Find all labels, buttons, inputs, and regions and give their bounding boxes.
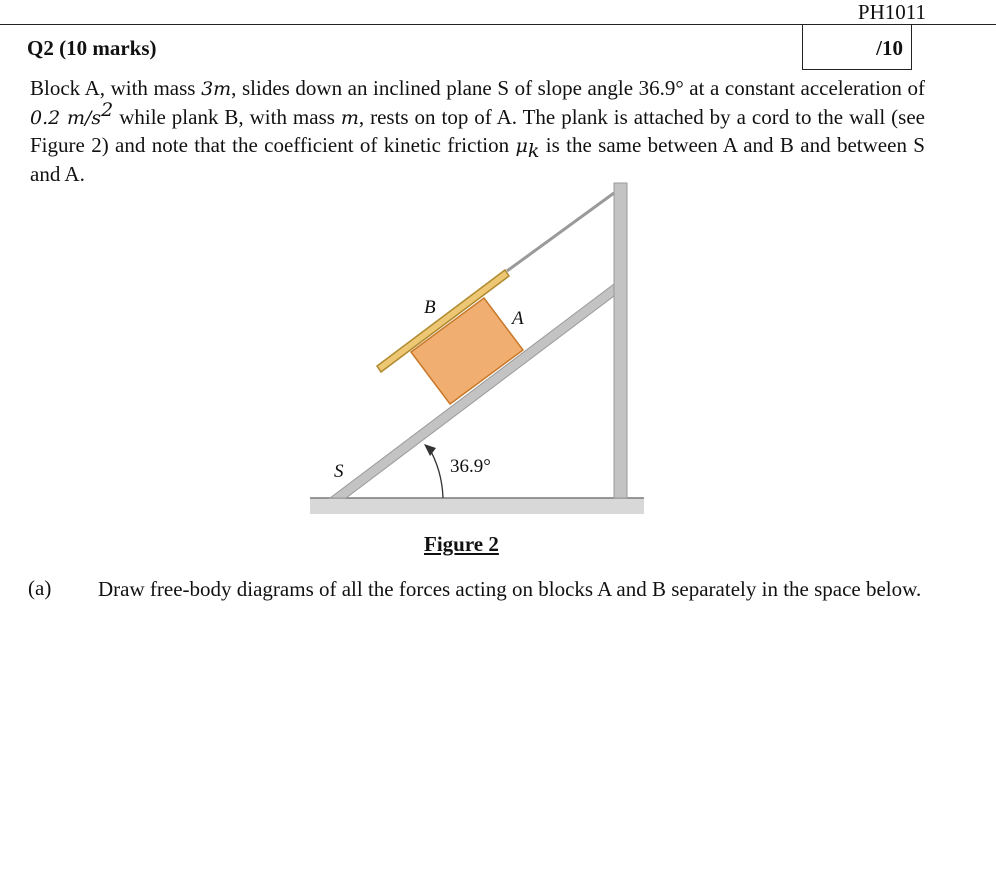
problem-text-2: , slides down an inclined plane S of slope angle 36.9° at a constant acceleration of xyxy=(231,76,925,100)
course-code: PH1011 xyxy=(857,0,926,24)
label-a: A xyxy=(512,308,524,329)
mass-a: 3m xyxy=(201,78,232,100)
problem-text-3: while plank B, with mass xyxy=(113,104,341,129)
answer-space[interactable] xyxy=(28,640,928,870)
figure-caption: Figure 2 xyxy=(424,532,499,556)
mass-b: m xyxy=(340,106,359,129)
acceleration-value: 0.2 m/s xyxy=(30,106,102,129)
problem-text-4: , rests on top of A. The plank is attached by a cord to the wall (see Figure 2) and note that the coefficient of kinetic friction xyxy=(30,104,925,157)
part-a-text: Draw free-body diagrams of all the forces acting on blocks A and B separately in the space below. xyxy=(98,577,922,601)
angle-label: 36.9° xyxy=(450,456,491,477)
label-b: B xyxy=(424,297,436,318)
mu-symbol: μ xyxy=(515,135,528,157)
label-s: S xyxy=(334,461,344,482)
problem-text-1: Block A, with mass xyxy=(30,76,202,100)
mark-box-total: /10 xyxy=(876,36,903,60)
acceleration-exponent: 2 xyxy=(101,98,114,121)
angle-arrowhead xyxy=(424,444,436,456)
mu-subscript: k xyxy=(527,140,540,163)
wall xyxy=(614,183,627,498)
part-a-label: (a) xyxy=(28,576,52,600)
cord xyxy=(507,193,614,271)
question-heading: Q2 (10 marks) xyxy=(27,36,157,60)
ground-strip xyxy=(310,498,644,514)
problem-text-5: is the same between A and B and between S and A. xyxy=(30,133,925,186)
